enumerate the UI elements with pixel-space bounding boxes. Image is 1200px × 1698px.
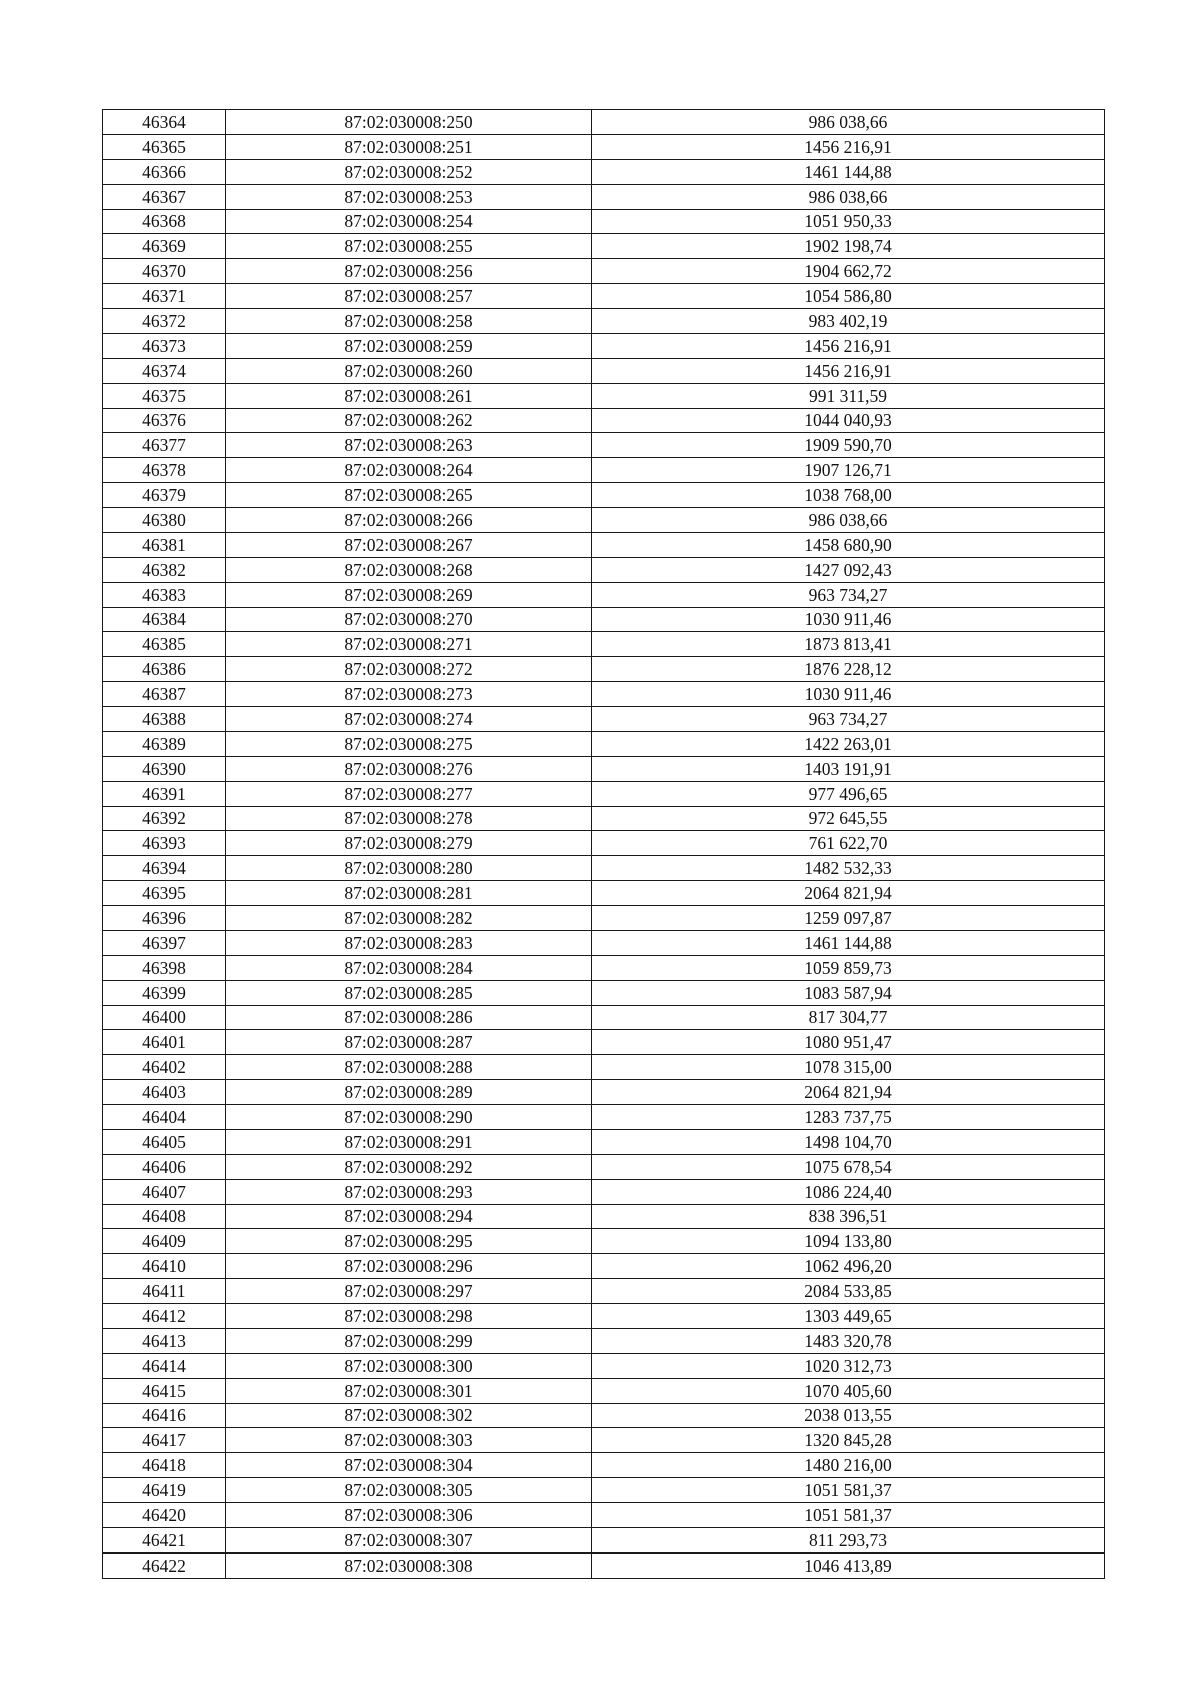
row-number-cell: 46398 [103,955,226,980]
cadastral-value-cell: 1458 680,90 [592,532,1105,557]
cadastral-number-cell: 87:02:030008:301 [226,1378,592,1403]
row-number-cell: 46372 [103,309,226,334]
row-number-cell: 46371 [103,284,226,309]
cadastral-number-cell: 87:02:030008:255 [226,234,592,259]
cadastral-value-cell: 972 645,55 [592,806,1105,831]
row-number-cell: 46406 [103,1154,226,1179]
cadastral-number-cell: 87:02:030008:280 [226,856,592,881]
table-row [103,433,1105,458]
row-number-cell: 46413 [103,1328,226,1353]
cadastral-number-cell: 87:02:030008:254 [226,209,592,234]
table-row [103,1428,1105,1453]
cadastral-number-cell: 87:02:030008:284 [226,955,592,980]
cadastral-value-cell: 1051 581,37 [592,1503,1105,1528]
row-number-cell: 46422 [103,1553,226,1578]
table-row [103,458,1105,483]
table-row [103,134,1105,159]
table-row [103,582,1105,607]
table-row [103,980,1105,1005]
cadastral-value-cell: 811 293,73 [592,1527,1105,1552]
cadastral-value-cell: 1456 216,91 [592,333,1105,358]
row-number-cell: 46383 [103,582,226,607]
table-row [103,632,1105,657]
cadastral-number-cell: 87:02:030008:285 [226,980,592,1005]
cadastral-value-cell: 1083 587,94 [592,980,1105,1005]
cadastral-number-cell: 87:02:030008:267 [226,532,592,557]
table-row [103,284,1105,309]
row-number-cell: 46381 [103,532,226,557]
cadastral-number-cell: 87:02:030008:302 [226,1403,592,1428]
row-number-cell: 46364 [103,110,226,135]
cadastral-number-cell: 87:02:030008:269 [226,582,592,607]
cadastral-number-cell: 87:02:030008:274 [226,707,592,732]
row-number-cell: 46367 [103,184,226,209]
table-row [103,532,1105,557]
row-number-cell: 46396 [103,906,226,931]
cadastral-number-cell: 87:02:030008:252 [226,159,592,184]
cadastral-value-cell: 1051 950,33 [592,209,1105,234]
row-number-cell: 46408 [103,1204,226,1229]
cadastral-number-cell: 87:02:030008:253 [226,184,592,209]
table-row [103,483,1105,508]
cadastral-number-cell: 87:02:030008:250 [226,110,592,135]
cadastral-value-cell: 2038 013,55 [592,1403,1105,1428]
cadastral-value-cell: 977 496,65 [592,781,1105,806]
table-row [103,1154,1105,1179]
cadastral-number-cell: 87:02:030008:270 [226,607,592,632]
row-number-cell: 46395 [103,881,226,906]
cadastral-number-cell: 87:02:030008:275 [226,731,592,756]
row-number-cell: 46414 [103,1353,226,1378]
row-number-cell: 46366 [103,159,226,184]
table-row [103,1105,1105,1130]
table-row [103,1005,1105,1030]
cadastral-number-cell: 87:02:030008:290 [226,1105,592,1130]
cadastral-number-cell: 87:02:030008:288 [226,1055,592,1080]
row-number-cell: 46393 [103,831,226,856]
row-number-cell: 46384 [103,607,226,632]
cadastral-number-cell: 87:02:030008:251 [226,134,592,159]
cadastral-value-cell: 1020 312,73 [592,1353,1105,1378]
table-row [103,1328,1105,1353]
table-row [103,781,1105,806]
cadastral-value-cell: 963 734,27 [592,582,1105,607]
cadastral-number-cell: 87:02:030008:294 [226,1204,592,1229]
cadastral-value-cell: 1461 144,88 [592,159,1105,184]
cadastral-number-cell: 87:02:030008:260 [226,358,592,383]
table-row [103,607,1105,632]
cadastral-number-cell: 87:02:030008:304 [226,1453,592,1478]
cadastral-number-cell: 87:02:030008:266 [226,508,592,533]
cadastral-number-cell: 87:02:030008:259 [226,333,592,358]
table-row [103,756,1105,781]
row-number-cell: 46374 [103,358,226,383]
cadastral-value-table [102,109,1105,1579]
row-number-cell: 46365 [103,134,226,159]
table-body [103,110,1105,1579]
cadastral-value-cell: 1902 198,74 [592,234,1105,259]
cadastral-number-cell: 87:02:030008:300 [226,1353,592,1378]
row-number-cell: 46415 [103,1378,226,1403]
table-row [103,159,1105,184]
row-number-cell: 46403 [103,1080,226,1105]
table-row [103,731,1105,756]
cadastral-number-cell: 87:02:030008:296 [226,1254,592,1279]
cadastral-value-cell: 1094 133,80 [592,1229,1105,1254]
table-row [103,1403,1105,1428]
cadastral-number-cell: 87:02:030008:261 [226,383,592,408]
cadastral-value-cell: 1038 768,00 [592,483,1105,508]
cadastral-number-cell: 87:02:030008:258 [226,309,592,334]
cadastral-value-cell: 1080 951,47 [592,1030,1105,1055]
cadastral-value-cell: 1086 224,40 [592,1179,1105,1204]
cadastral-number-cell: 87:02:030008:278 [226,806,592,831]
table-row [103,856,1105,881]
table-row [103,1030,1105,1055]
row-number-cell: 46419 [103,1478,226,1503]
table-row [103,682,1105,707]
row-number-cell: 46389 [103,731,226,756]
cadastral-value-cell: 1044 040,93 [592,408,1105,433]
table-row [103,184,1105,209]
table-row [103,1179,1105,1204]
table-row [103,1353,1105,1378]
table-row [103,408,1105,433]
cadastral-number-cell: 87:02:030008:272 [226,657,592,682]
row-number-cell: 46373 [103,333,226,358]
cadastral-value-cell: 963 734,27 [592,707,1105,732]
row-number-cell: 46370 [103,259,226,284]
cadastral-value-cell: 1078 315,00 [592,1055,1105,1080]
cadastral-value-cell: 991 311,59 [592,383,1105,408]
cadastral-number-cell: 87:02:030008:289 [226,1080,592,1105]
cadastral-value-cell: 1456 216,91 [592,134,1105,159]
row-number-cell: 46376 [103,408,226,433]
row-number-cell: 46392 [103,806,226,831]
table-row [103,955,1105,980]
table-row [103,1527,1105,1552]
row-number-cell: 46421 [103,1527,226,1552]
cadastral-value-cell: 1051 581,37 [592,1478,1105,1503]
cadastral-value-cell: 1070 405,60 [592,1378,1105,1403]
cadastral-value-cell: 1461 144,88 [592,930,1105,955]
cadastral-number-cell: 87:02:030008:276 [226,756,592,781]
cadastral-number-cell: 87:02:030008:283 [226,930,592,955]
cadastral-value-cell: 986 038,66 [592,184,1105,209]
cadastral-number-cell: 87:02:030008:281 [226,881,592,906]
cadastral-value-cell: 1427 092,43 [592,557,1105,582]
cadastral-number-cell: 87:02:030008:293 [226,1179,592,1204]
cadastral-number-cell: 87:02:030008:262 [226,408,592,433]
cadastral-number-cell: 87:02:030008:263 [226,433,592,458]
cadastral-number-cell: 87:02:030008:297 [226,1279,592,1304]
cadastral-number-cell: 87:02:030008:298 [226,1304,592,1329]
table-row [103,657,1105,682]
cadastral-number-cell: 87:02:030008:257 [226,284,592,309]
row-number-cell: 46394 [103,856,226,881]
cadastral-number-cell: 87:02:030008:265 [226,483,592,508]
cadastral-value-cell: 1054 586,80 [592,284,1105,309]
row-number-cell: 46386 [103,657,226,682]
cadastral-number-cell: 87:02:030008:303 [226,1428,592,1453]
cadastral-value-cell: 1059 859,73 [592,955,1105,980]
table-row [103,1279,1105,1304]
row-number-cell: 46412 [103,1304,226,1329]
cadastral-value-cell: 1909 590,70 [592,433,1105,458]
row-number-cell: 46387 [103,682,226,707]
row-number-cell: 46400 [103,1005,226,1030]
cadastral-number-cell: 87:02:030008:308 [226,1553,592,1578]
table-row [103,1453,1105,1478]
table-row [103,1055,1105,1080]
row-number-cell: 46420 [103,1503,226,1528]
row-number-cell: 46411 [103,1279,226,1304]
table-row [103,930,1105,955]
table-row [103,383,1105,408]
row-number-cell: 46377 [103,433,226,458]
table-row [103,707,1105,732]
table-row [103,881,1105,906]
table-row [103,1553,1105,1578]
cadastral-number-cell: 87:02:030008:286 [226,1005,592,1030]
cadastral-value-cell: 2064 821,94 [592,881,1105,906]
table-row [103,906,1105,931]
cadastral-value-cell: 1403 191,91 [592,756,1105,781]
row-number-cell: 46397 [103,930,226,955]
table-row [103,1304,1105,1329]
cadastral-value-cell: 1283 737,75 [592,1105,1105,1130]
row-number-cell: 46399 [103,980,226,1005]
table-row [103,1229,1105,1254]
table-row [103,1254,1105,1279]
cadastral-value-cell: 986 038,66 [592,110,1105,135]
table-row [103,1378,1105,1403]
cadastral-value-cell: 1062 496,20 [592,1254,1105,1279]
cadastral-value-cell: 1873 813,41 [592,632,1105,657]
cadastral-number-cell: 87:02:030008:292 [226,1154,592,1179]
cadastral-number-cell: 87:02:030008:271 [226,632,592,657]
cadastral-value-cell: 1904 662,72 [592,259,1105,284]
cadastral-value-cell: 838 396,51 [592,1204,1105,1229]
cadastral-number-cell: 87:02:030008:282 [226,906,592,931]
cadastral-value-cell: 1320 845,28 [592,1428,1105,1453]
cadastral-value-cell: 1498 104,70 [592,1129,1105,1154]
row-number-cell: 46380 [103,508,226,533]
cadastral-value-cell: 1030 911,46 [592,607,1105,632]
table-row [103,1478,1105,1503]
row-number-cell: 46368 [103,209,226,234]
cadastral-number-cell: 87:02:030008:295 [226,1229,592,1254]
row-number-cell: 46382 [103,557,226,582]
row-number-cell: 46407 [103,1179,226,1204]
cadastral-number-cell: 87:02:030008:273 [226,682,592,707]
table-row [103,557,1105,582]
cadastral-value-cell: 1483 320,78 [592,1328,1105,1353]
table-row [103,1129,1105,1154]
cadastral-value-cell: 1456 216,91 [592,358,1105,383]
cadastral-number-cell: 87:02:030008:279 [226,831,592,856]
row-number-cell: 46379 [103,483,226,508]
table-row [103,1080,1105,1105]
table-row [103,1503,1105,1528]
row-number-cell: 46401 [103,1030,226,1055]
cadastral-number-cell: 87:02:030008:305 [226,1478,592,1503]
row-number-cell: 46409 [103,1229,226,1254]
cadastral-number-cell: 87:02:030008:291 [226,1129,592,1154]
cadastral-value-cell: 2084 533,85 [592,1279,1105,1304]
cadastral-number-cell: 87:02:030008:307 [226,1527,592,1552]
row-number-cell: 46418 [103,1453,226,1478]
cadastral-value-cell: 761 622,70 [592,831,1105,856]
table-row [103,508,1105,533]
row-number-cell: 46405 [103,1129,226,1154]
cadastral-number-cell: 87:02:030008:306 [226,1503,592,1528]
row-number-cell: 46404 [103,1105,226,1130]
cadastral-number-cell: 87:02:030008:287 [226,1030,592,1055]
row-number-cell: 46391 [103,781,226,806]
row-number-cell: 46388 [103,707,226,732]
cadastral-number-cell: 87:02:030008:256 [226,259,592,284]
table-row [103,831,1105,856]
row-number-cell: 46416 [103,1403,226,1428]
cadastral-value-cell: 986 038,66 [592,508,1105,533]
cadastral-value-cell: 1303 449,65 [592,1304,1105,1329]
table-row [103,358,1105,383]
cadastral-value-cell: 1907 126,71 [592,458,1105,483]
row-number-cell: 46417 [103,1428,226,1453]
table-row [103,1204,1105,1229]
cadastral-value-cell: 1030 911,46 [592,682,1105,707]
row-number-cell: 46375 [103,383,226,408]
row-number-cell: 46369 [103,234,226,259]
cadastral-number-cell: 87:02:030008:268 [226,557,592,582]
table-row [103,209,1105,234]
row-number-cell: 46402 [103,1055,226,1080]
table-row [103,806,1105,831]
table-row [103,259,1105,284]
cadastral-value-cell: 1046 413,89 [592,1553,1105,1578]
cadastral-value-cell: 1075 678,54 [592,1154,1105,1179]
cadastral-value-cell: 817 304,77 [592,1005,1105,1030]
cadastral-value-cell: 1876 228,12 [592,657,1105,682]
row-number-cell: 46390 [103,756,226,781]
row-number-cell: 46410 [103,1254,226,1279]
cadastral-value-cell: 1422 263,01 [592,731,1105,756]
cadastral-value-cell: 1259 097,87 [592,906,1105,931]
cadastral-value-cell: 1480 216,00 [592,1453,1105,1478]
cadastral-number-cell: 87:02:030008:299 [226,1328,592,1353]
cadastral-value-cell: 2064 821,94 [592,1080,1105,1105]
row-number-cell: 46385 [103,632,226,657]
cadastral-number-cell: 87:02:030008:264 [226,458,592,483]
cadastral-number-cell: 87:02:030008:277 [226,781,592,806]
cadastral-value-cell: 1482 532,33 [592,856,1105,881]
row-number-cell: 46378 [103,458,226,483]
table-row [103,110,1105,135]
table-row [103,333,1105,358]
cadastral-value-cell: 983 402,19 [592,309,1105,334]
table-row [103,309,1105,334]
table-row [103,234,1105,259]
